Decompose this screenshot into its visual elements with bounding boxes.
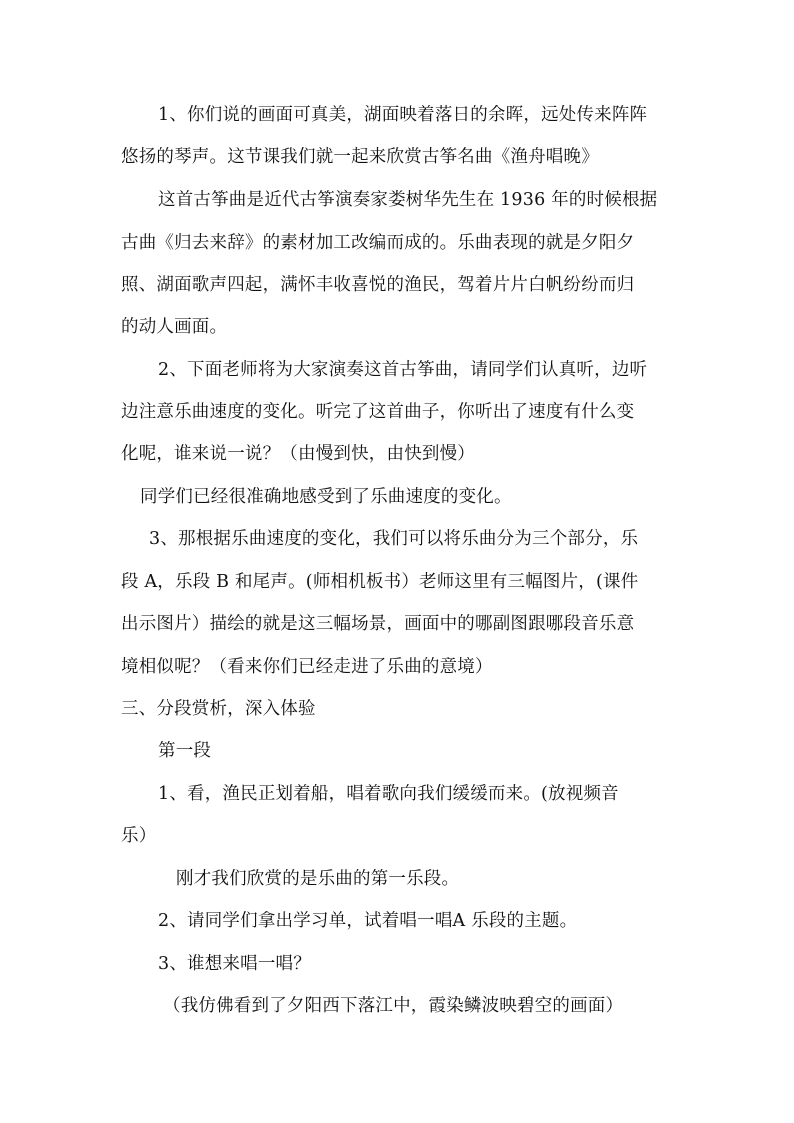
- paragraph-line-18: 乐）: [121, 826, 157, 846]
- paragraph-line-11: 3、那根据乐曲速度的变化，我们可以将乐曲分为三个部分，乐: [149, 529, 639, 549]
- paragraph-line-22: （我仿佛看到了夕阳西下落江中，霞染鳞波映碧空的画面）: [163, 996, 624, 1016]
- paragraph-line-3: 这首古筝曲是近代古筝演奏家娄树华先生在 1936 年的时候根据: [158, 190, 658, 210]
- paragraph-line-19: 刚才我们欣赏的是乐曲的第一乐段。: [176, 869, 460, 889]
- paragraph-line-5: 照、湖面歌声四起，满怀丰收喜悦的渔民，驾着片片白帆纷纷而归: [121, 275, 635, 295]
- paragraph-line-10: 同学们已经很准确地感受到了乐曲速度的变化。: [140, 487, 512, 507]
- section-heading: 三、分段赏析，深入体验: [121, 699, 316, 719]
- paragraph-line-8: 边注意乐曲速度的变化。听完了这首曲子，你听出了速度有什么变: [121, 402, 635, 422]
- subsection-heading: 第一段: [158, 741, 212, 761]
- paragraph-line-13: 出示图片）描绘的就是这三幅场景，画面中的哪副图跟哪段音乐意: [121, 614, 635, 634]
- paragraph-line-14: 境相似呢？（看来你们已经走进了乐曲的意境）: [121, 657, 493, 677]
- paragraph-line-6: 的动人画面。: [121, 317, 228, 337]
- paragraph-line-21: 3、谁想来唱一唱？: [158, 954, 311, 974]
- paragraph-line-2: 悠扬的琴声。这节课我们就一起来欣赏古筝名曲《渔舟唱晚》: [121, 147, 599, 167]
- paragraph-line-7: 2、下面老师将为大家演奏这首古筝曲，请同学们认真听，边听: [158, 360, 648, 380]
- paragraph-line-4: 古曲《归去来辞》的素材加工改编而成的。乐曲表现的就是夕阳夕: [121, 233, 635, 253]
- paragraph-line-20: 2、请同学们拿出学习单，试着唱一唱A 乐段的主题。: [158, 911, 578, 931]
- paragraph-line-17: 1、看，渔民正划着船，唱着歌向我们缓缓而来。(放视频音: [158, 784, 619, 804]
- paragraph-line-9: 化呢，谁来说一说？（由慢到快，由快到慢）: [121, 444, 475, 464]
- paragraph-line-12: 段 A，乐段 B 和尾声。(师相机板书）老师这里有三幅图片，(课件: [121, 572, 639, 592]
- paragraph-line-1: 1、你们说的画面可真美，湖面映着落日的余晖，远处传来阵阵: [158, 105, 648, 125]
